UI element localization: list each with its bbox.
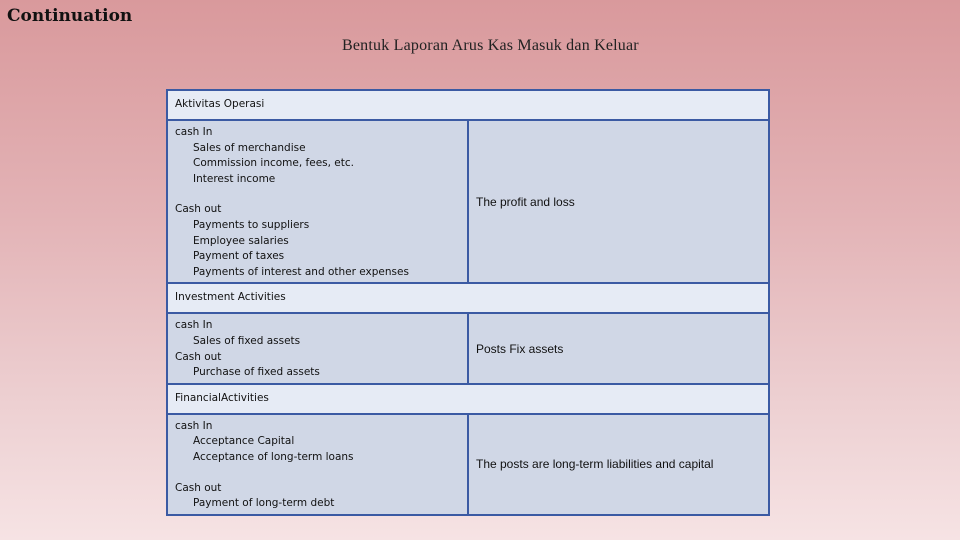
investment-cash-out-item: Purchase of fixed assets bbox=[193, 366, 320, 379]
operating-cash-out-item: Payments of interest and other expenses bbox=[193, 265, 409, 278]
slide-subtitle: Bentuk Laporan Arus Kas Masuk dan Keluar bbox=[342, 37, 639, 54]
operating-cash-out-item: Payments to suppliers bbox=[193, 218, 310, 231]
operating-note-cell bbox=[468, 120, 769, 283]
operating-cash-in-label: cash In bbox=[175, 126, 213, 138]
operating-items-cell bbox=[167, 120, 468, 283]
operating-header: Aktivitas Operasi bbox=[175, 98, 265, 110]
investment-items-cell bbox=[167, 313, 468, 383]
financial-cash-in-label: cash In bbox=[175, 419, 213, 432]
financial-cash-in-item: Acceptance Capital bbox=[193, 435, 295, 448]
investment-header: Investment Activities bbox=[175, 291, 286, 304]
financial-header-cell bbox=[167, 384, 769, 414]
investment-header-cell bbox=[167, 283, 769, 313]
operating-cash-out-label: Cash out bbox=[175, 203, 222, 216]
operating-cash-in-item: Sales of merchandise bbox=[193, 141, 306, 154]
investment-note: Posts Fix assets bbox=[476, 341, 564, 356]
cash-flow-table bbox=[166, 89, 770, 516]
financial-header: FinancialActivities bbox=[175, 391, 269, 404]
investment-cash-in-label: cash In bbox=[175, 319, 213, 332]
slide-title: Continuation bbox=[7, 6, 133, 26]
operating-header-cell bbox=[167, 90, 769, 120]
financial-cash-out-item: Payment of long-term debt bbox=[193, 497, 335, 510]
financial-note-cell bbox=[468, 414, 769, 515]
operating-cash-in-item: Commission income, fees, etc. bbox=[193, 157, 354, 170]
operating-cash-out-item: Payment of taxes bbox=[193, 250, 285, 263]
investment-cash-in-item: Sales of fixed assets bbox=[193, 334, 301, 347]
investment-note-cell bbox=[468, 313, 769, 383]
financial-cash-in-item: Acceptance of long-term loans bbox=[193, 450, 354, 463]
operating-note: The profit and loss bbox=[476, 194, 575, 209]
operating-cash-in-item: Interest income bbox=[193, 172, 276, 185]
financial-cash-out-label: Cash out bbox=[175, 481, 222, 494]
investment-cash-out-label: Cash out bbox=[175, 350, 222, 363]
financial-items-cell bbox=[167, 414, 468, 515]
financial-note: The posts are long-term liabilities and capital bbox=[476, 457, 714, 472]
operating-cash-out-item: Employee salaries bbox=[193, 234, 289, 247]
